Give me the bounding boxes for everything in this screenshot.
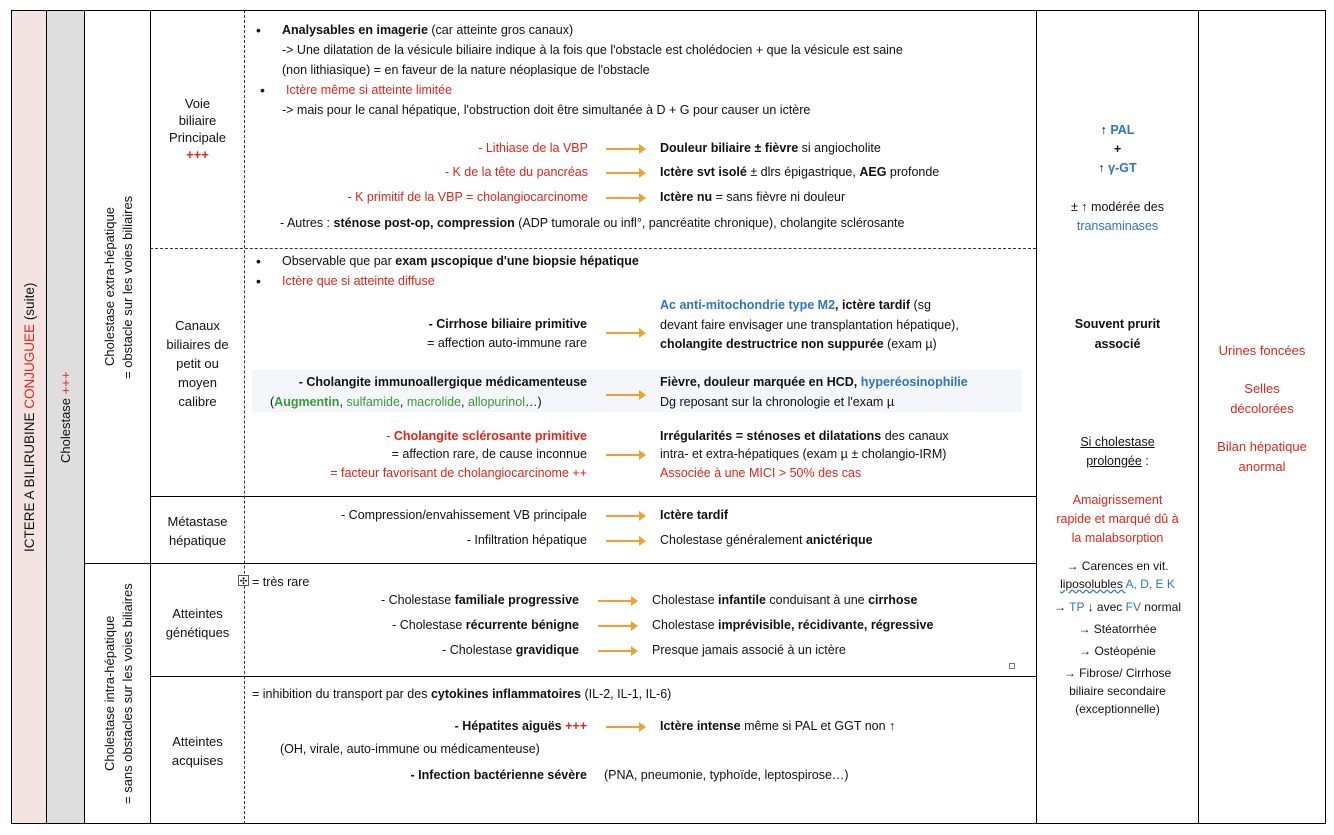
vbp-r3-left: - K primitif de la VBP = cholangiocarcinome: [347, 190, 588, 204]
bio-plus: +: [1113, 142, 1122, 156]
clin-selles-1: Selles: [1244, 381, 1280, 396]
cim-comma2: ,: [399, 395, 407, 409]
canaux-b1-b: exam µscopique d'une biopsie hépatique: [395, 254, 639, 268]
cim-sulfamide: sulfamide: [346, 395, 400, 409]
cim-left-2: [270, 394, 542, 410]
bio-prurit-1: Souvent prurit: [1074, 317, 1161, 331]
meta-label-1: Métastase: [167, 514, 228, 529]
frame-left: [11, 10, 12, 824]
bio-car-2a: liposolubles: [1060, 577, 1126, 591]
canaux-meta-divider: [150, 496, 1036, 497]
clin-bilan-2: anormal: [1238, 459, 1286, 474]
cbp-left: - Cirrhose biliaire primitive: [428, 317, 587, 331]
bio-pal-arrow: ↑: [1100, 123, 1111, 137]
bio-ggt-label: γ-GT: [1108, 161, 1137, 175]
frame-bottom: [11, 823, 1325, 824]
cim-comma3: ,: [461, 395, 468, 409]
acq-hep-r-bold: Ictère intense: [660, 719, 741, 733]
meta-left-2: - Infiltration hépatique: [466, 533, 587, 547]
meta-arrow-1: [606, 515, 640, 517]
vbp-r1-arrow: [606, 148, 640, 150]
acq-hep-2: (OH, virale, auto-immune ou médicamenteuse): [280, 742, 540, 756]
csp-r1-bold: Irrégularités = sténoses et dilatations: [660, 429, 882, 443]
meta-label-2: hépatique: [168, 533, 227, 548]
gen-arrow-2: [598, 625, 632, 627]
bio-amai-2: rapide et marqué dû à: [1056, 512, 1179, 526]
vbp-label-1: Voie: [184, 96, 211, 111]
bio-trans-1: ± ↑ modérée des: [1070, 200, 1165, 214]
vbp-bullet1: [282, 22, 573, 38]
bio-prol-2: [1037, 453, 1198, 469]
gen-l3-b: gravidique: [515, 643, 579, 657]
canaux-label-3: petit ou: [176, 356, 219, 371]
cbp-right-2: devant faire envisager une transplantation hépatique),: [660, 318, 959, 332]
vbp-r3-right-bold: Ictère nu: [660, 190, 713, 204]
gen-l2-a: - Cholestase: [392, 618, 466, 632]
main-title-suite: (suite): [22, 282, 37, 324]
vbp-bullet2: [286, 82, 452, 98]
vbp-r2-right-text2: profonde: [886, 165, 940, 179]
gen-r1-d: cirrhose: [868, 593, 918, 607]
cbp-r3-bold: cholangite destructrice non suppurée: [660, 337, 884, 351]
bio-car-2: [1037, 576, 1198, 592]
meta-right-1: Ictère tardif: [660, 508, 729, 522]
vbp-b2-text: Ictère même si atteinte limitée: [286, 83, 453, 97]
gen-left-3: [260, 642, 579, 658]
clin-bilan-1: Bilan hépatique: [1217, 439, 1307, 454]
extra-hepatic-line2: = obstacle sur les voies biliaires: [120, 195, 135, 379]
acq-hep-mark: +++: [565, 719, 587, 733]
cim-r1-bold: Fièvre, douleur marquée en HCD,: [660, 375, 861, 389]
bio-tp-end: normal: [1140, 600, 1181, 614]
cbp-r3-text: (exam µ): [883, 337, 937, 351]
bio-fib-3: (exceptionnelle): [1075, 702, 1160, 716]
vbp-autres-a: - Autres :: [280, 216, 334, 230]
cbp-r1-bold: , ictère tardif: [835, 298, 911, 312]
gen-l2-b: récurrente bénigne: [465, 618, 579, 632]
gen-rare: = très rare: [252, 575, 310, 589]
vbp-r2-left: - K de la tête du pancréas: [444, 165, 588, 179]
vbp-b1-line3: (non lithiasique) = en faveur de la nature néoplasique de l'obstacle: [282, 63, 650, 77]
vbp-r3-arrow: [606, 197, 640, 199]
vbp-r1-right: [660, 140, 881, 156]
csp-right-2: intra- et extra-hépatiques (exam µ ± cholangio-IRM): [660, 447, 947, 461]
acq-hep-left: [260, 718, 587, 734]
cbp-r1-text: (sg: [910, 298, 931, 312]
gen-l1-a: - Cholestase: [380, 593, 455, 607]
gen-r1-c: conduisant à une: [765, 593, 869, 607]
csp-left-1: [300, 428, 587, 444]
bio-tp-label: TP: [1069, 600, 1085, 614]
vbp-autres-b: sténose post-op, compression: [333, 216, 515, 230]
csp-dash: -: [386, 429, 394, 443]
vbp-r2-right-bold: Ictère svt isolé: [660, 165, 747, 179]
main-title: [20, 11, 40, 823]
gen-right-3: Presque jamais associé à un ictère: [652, 643, 846, 657]
vbp-canaux-divider: [150, 248, 1036, 249]
acq-l1-b: cytokines inflammatoires: [430, 687, 581, 701]
acq-inf-left: - Infection bactérienne sévère: [410, 768, 587, 782]
bio-fib-2: biliaire secondaire: [1069, 684, 1166, 698]
bio-ggt-arrow: ↑: [1098, 161, 1109, 175]
gen-l3-a: - Cholestase: [442, 643, 516, 657]
cim-left: - Cholangite immunoallergique médicamenteuse: [298, 375, 587, 389]
bio-car-1: → Carences en vit.: [1066, 559, 1169, 573]
meta-left-1: - Compression/envahissement VB principale: [341, 508, 587, 522]
vbp-autres-c: (ADP tumorale ou infl°, pancréatite chronique), cholangite sclérosante: [514, 216, 905, 230]
acq-label-1: Atteintes: [172, 734, 223, 749]
cim-right-2: Dg reposant sur la chronologie et l'exam µ: [660, 395, 895, 409]
vbp-r2-arrow: [606, 172, 640, 174]
vbp-b2-line2: -> mais pour le canal hépatique, l'obstruction doit être simultanée à D + G pour causer un ictère: [282, 103, 811, 117]
gen-r2-a: Cholestase: [652, 618, 719, 632]
cim-augmentin: Augmentin: [274, 395, 340, 409]
extra-intra-divider: [84, 563, 1036, 564]
bio-fib-1: → Fibrose/ Cirrhose: [1063, 666, 1172, 680]
cim-paren: (: [270, 395, 275, 409]
col4-dashed-divider: [244, 10, 245, 824]
gen-label-2: génétiques: [165, 625, 230, 640]
cbp-arrow: [606, 332, 640, 334]
cholestase-title: [56, 11, 76, 823]
canaux-label: [151, 316, 244, 411]
canaux-bullet1: [282, 253, 639, 269]
acq-line1: [252, 686, 671, 702]
vbp-r2-right-bold2: AEG: [859, 165, 887, 179]
canaux-label-4: moyen: [177, 375, 218, 390]
gen-left-1: [260, 592, 579, 608]
gen-r1-b: infantile: [718, 593, 766, 607]
acq-hep-r-text: même si PAL et GGT non ↑: [740, 719, 896, 733]
csp-arrow: [606, 454, 640, 456]
main-title-conjuguee: CONJUGUEE: [22, 323, 37, 409]
clin-selles-2: décolorées: [1230, 401, 1294, 416]
cholestase-mark: +++: [58, 371, 73, 395]
vbp-b1-bold: Analysables en imagerie: [282, 23, 428, 37]
acq-label: [151, 732, 244, 770]
bio-fv-label: FV: [1125, 600, 1141, 614]
vbp-r2-right-text: ± dlrs épigastrique,: [746, 165, 860, 179]
extra-hepatic-line1: Cholestase extra-hépatique: [102, 207, 117, 367]
gen-arrow-1: [598, 600, 632, 602]
vbp-b1-rest: (car atteinte gros canaux): [427, 23, 574, 37]
cim-macrolide: macrolide: [406, 395, 462, 409]
meta-r2-a: Cholestase généralement: [660, 533, 806, 547]
csp-right-3: Associée à une MICI > 50% des cas: [660, 466, 862, 480]
col1-divider: [46, 10, 47, 824]
vbp-label-3: Principale: [168, 130, 227, 145]
gen-label-1: Atteintes: [172, 606, 223, 621]
vbp-r1-right-text: si angiocholite: [798, 141, 881, 155]
bio-right-divider: [1198, 10, 1199, 824]
cim-comma1: ,: [339, 395, 347, 409]
canaux-label-2: biliaires de: [166, 337, 229, 352]
extra-hepatic-title: [101, 11, 141, 563]
bio-tp: [1037, 599, 1198, 615]
bio-prurit-2: associé: [1094, 337, 1141, 351]
bio-tp-mid: ↓ avec: [1084, 600, 1126, 614]
cim-allopurinol: allopurinol: [468, 395, 525, 409]
canaux-b1-a: Observable que par: [282, 254, 396, 268]
bio-prol-colon: :: [1141, 454, 1149, 468]
canaux-label-5: calibre: [178, 394, 217, 409]
csp-left-3: = facteur favorisant de cholangiocarcinome ++: [330, 466, 587, 480]
bio-pal-label: PAL: [1110, 123, 1135, 137]
cim-r1-blue: hyperéosinophilie: [860, 375, 968, 389]
acq-hep-right: [660, 718, 895, 734]
gen-l1-b: familiale progressive: [454, 593, 579, 607]
csp-right-1: [660, 428, 949, 444]
acq-l1-c: (IL-2, IL-1, IL-6): [581, 687, 672, 701]
col2-divider: [84, 10, 85, 824]
intra-hepatic-title: [101, 564, 141, 823]
frame-top: [11, 10, 1325, 11]
bio-prol-1: Si cholestase: [1080, 435, 1155, 449]
acq-label-2: acquises: [171, 753, 224, 768]
intra-hepatic-line1: Cholestase intra-hépatique: [102, 615, 117, 772]
bio-ggt: [1037, 160, 1198, 176]
gen-acq-divider: [150, 676, 1036, 677]
vbp-autres: [280, 215, 905, 231]
frame-right: [1325, 10, 1326, 824]
acq-l1-a: = inhibition du transport par des: [252, 687, 431, 701]
table-resize-handle[interactable]: [1009, 663, 1015, 669]
vbp-b1-line2: -> Une dilatation de la vésicule biliaire indique à la fois que l'obstacle est cholédocien + que la vésicule est saine: [282, 43, 903, 57]
vbp-label-2: biliaire: [178, 113, 217, 128]
cbp-right-3: [660, 336, 937, 352]
bio-stea: → Stéatorrhée: [1078, 622, 1157, 636]
table-move-handle-icon[interactable]: ✣: [239, 576, 248, 586]
bio-pal: [1037, 122, 1198, 138]
csp-r1-text: des canaux: [881, 429, 949, 443]
vbp-label: [151, 95, 244, 163]
gen-left-2: [260, 617, 579, 633]
gen-r2-b: imprévisible, récidivante, régressive: [718, 618, 934, 632]
meta-label: [151, 512, 244, 550]
meta-right-2: [660, 532, 873, 548]
bio-car-2b: A, D, E K: [1125, 577, 1175, 591]
vbp-mark: +++: [186, 147, 209, 162]
gen-arrow-3: [598, 650, 632, 652]
intra-hepatic-line2: = sans obstacles sur les voies biliaires: [120, 583, 135, 804]
bio-trans-2: transaminases: [1076, 219, 1159, 233]
cim-end: …): [524, 395, 542, 409]
vbp-r3-right-text: = sans fièvre ni douleur: [712, 190, 846, 204]
main-title-part1: ICTERE A BILIRUBINE: [22, 408, 37, 552]
clin-urines: Urines foncées: [1218, 343, 1306, 358]
bio-amai-1: Amaigrissement: [1072, 493, 1163, 507]
gen-right-1: [652, 592, 917, 608]
bio-osteo: → Ostéopénie: [1079, 644, 1156, 658]
canaux-b2-text: Ictère que si atteinte diffuse: [282, 274, 435, 288]
vbp-r1-left: - Lithiase de la VBP: [478, 141, 588, 155]
cbp-r1-blue: Ac anti-mitochondrie type M2: [660, 298, 836, 312]
cbp-right-1: [660, 297, 931, 313]
bio-tp-arrow: →: [1054, 600, 1070, 614]
canaux-label-1: Canaux: [175, 318, 220, 333]
cim-arrow: [606, 394, 640, 396]
bio-amai-3: la malabsorption: [1071, 531, 1164, 545]
acq-hep-arrow: [606, 726, 640, 728]
vbp-r3-right: [660, 189, 845, 205]
cbp-left-2: = affection auto-immune rare: [427, 336, 587, 350]
acq-inf-right: (PNA, pneumonie, typhoïde, leptospirose…): [604, 768, 849, 782]
gen-r1-a: Cholestase: [652, 593, 719, 607]
cim-right-1: [660, 374, 968, 390]
cholestase-label: Cholestase: [58, 394, 73, 463]
meta-r2-b: anictérique: [805, 533, 873, 547]
canaux-bullet2: [282, 273, 435, 289]
acq-hep-title: - Hépatites aiguës: [454, 719, 566, 733]
csp-title: Cholangite sclérosante primitive: [393, 429, 587, 443]
csp-left-2: = affection rare, de cause inconnue: [391, 447, 587, 461]
meta-arrow-2: [606, 540, 640, 542]
gen-right-2: [652, 617, 933, 633]
vbp-r2-right: [660, 164, 939, 180]
gen-label: [151, 604, 244, 642]
vbp-r1-right-bold: Douleur biliaire ± fièvre: [660, 141, 799, 155]
bio-prol-2-text: prolongée: [1086, 454, 1142, 468]
